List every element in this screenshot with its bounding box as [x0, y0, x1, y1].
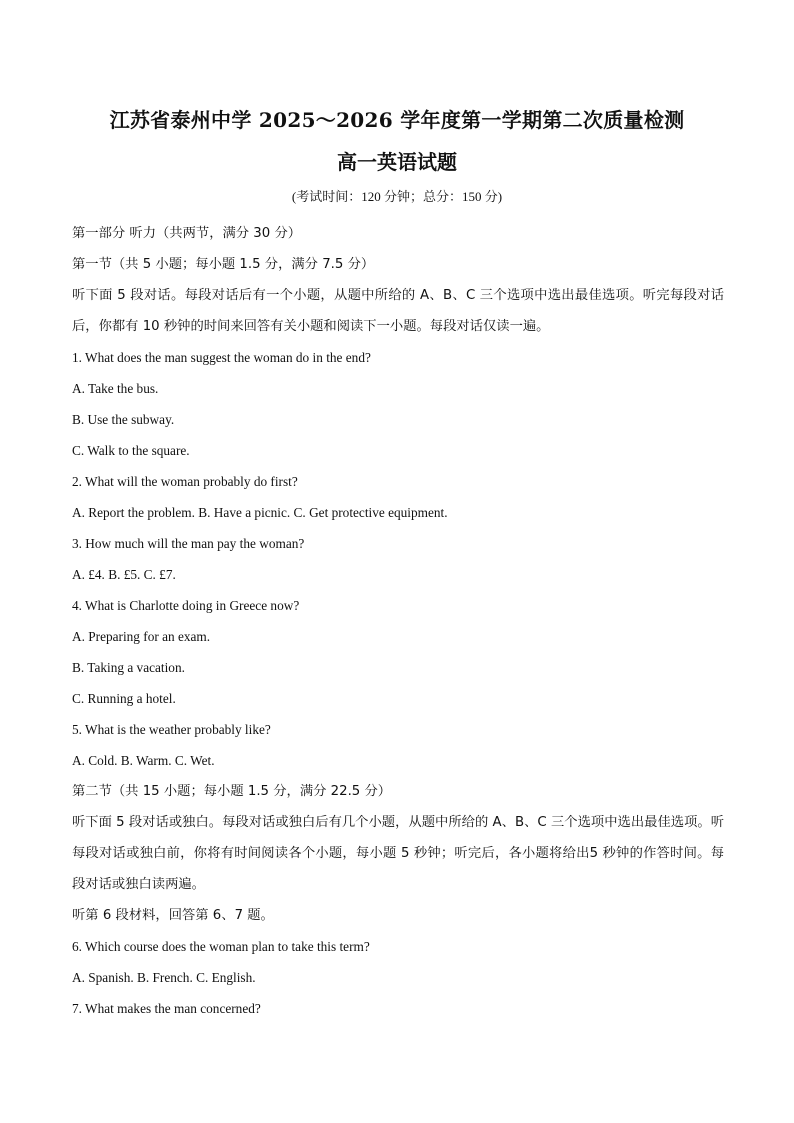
section2-instructions: 听下面 5 段对话或独白。每段对话或独白后有几个小题，从题中所给的 A、B、C 三个选项中选出最佳选项。听每段对话或独白前，你将有时间阅读各个小题，每小题 5 秒钟；听完后，各小题将给出5 秒钟的作答时间。每段对话或独白读两遍。 — [72, 815, 724, 892]
section2-heading: 第二节（共 15 小题；每小题 1.5 分，满分 22.5 分） — [72, 784, 392, 799]
exam-subtitle: 高一英语试题 — [337, 150, 457, 174]
answer-options-inline: A. Report the problem. B. Have a picnic. C. Get protective equipment. — [72, 505, 448, 520]
section1-heading: 第一节（共 5 小题；每小题 1.5 分，满分 7.5 分） — [72, 257, 375, 272]
answer-option: A. Preparing for an exam. — [72, 629, 211, 644]
answer-options-inline: A. £4. B. £5. C. £7. — [72, 567, 176, 582]
answer-option: A. Take the bus. — [72, 381, 159, 396]
exam-info: (考试时间：120 分钟；总分：150 分) — [291, 189, 503, 204]
material-6-note: 听第 6 段材料，回答第 6、7 题。 — [72, 908, 274, 923]
answer-options-inline: A. Spanish. B. French. C. English. — [72, 970, 256, 985]
question-stem: 6. Which course does the woman plan to take this term? — [72, 939, 370, 954]
answer-option: B. Use the subway. — [72, 412, 175, 427]
exam-body — [72, 218, 724, 1024]
question-stem: 7. What makes the man concerned? — [72, 1001, 261, 1016]
question-stem: 2. What will the woman probably do first? — [72, 474, 298, 489]
answer-option: C. Running a hotel. — [72, 691, 176, 706]
question-stem: 5. What is the weather probably like? — [72, 722, 271, 737]
section1-instructions: 听下面 5 段对话。每段对话后有一个小题，从题中所给的 A、B、C 三个选项中选出最佳选项。听完每段对话后，你都有 10 秒钟的时间来回答有关小题和阅读下一小题。每段对话仅读一遍。 — [72, 288, 724, 334]
question-stem: 1. What does the man suggest the woman do in the end? — [72, 350, 371, 365]
question-stem: 4. What is Charlotte doing in Greece now? — [72, 598, 300, 613]
answer-option: C. Walk to the square. — [72, 443, 190, 458]
part1-heading: 第一部分 听力（共两节，满分 30 分） — [72, 226, 302, 241]
answer-option: B. Taking a vacation. — [72, 660, 185, 675]
answer-options-inline: A. Cold. B. Warm. C. Wet. — [72, 753, 215, 768]
question-stem: 3. How much will the man pay the woman? — [72, 536, 305, 551]
exam-title: 江苏省泰州中学 2025～2026 学年度第一学期第二次质量检测 — [109, 108, 685, 132]
